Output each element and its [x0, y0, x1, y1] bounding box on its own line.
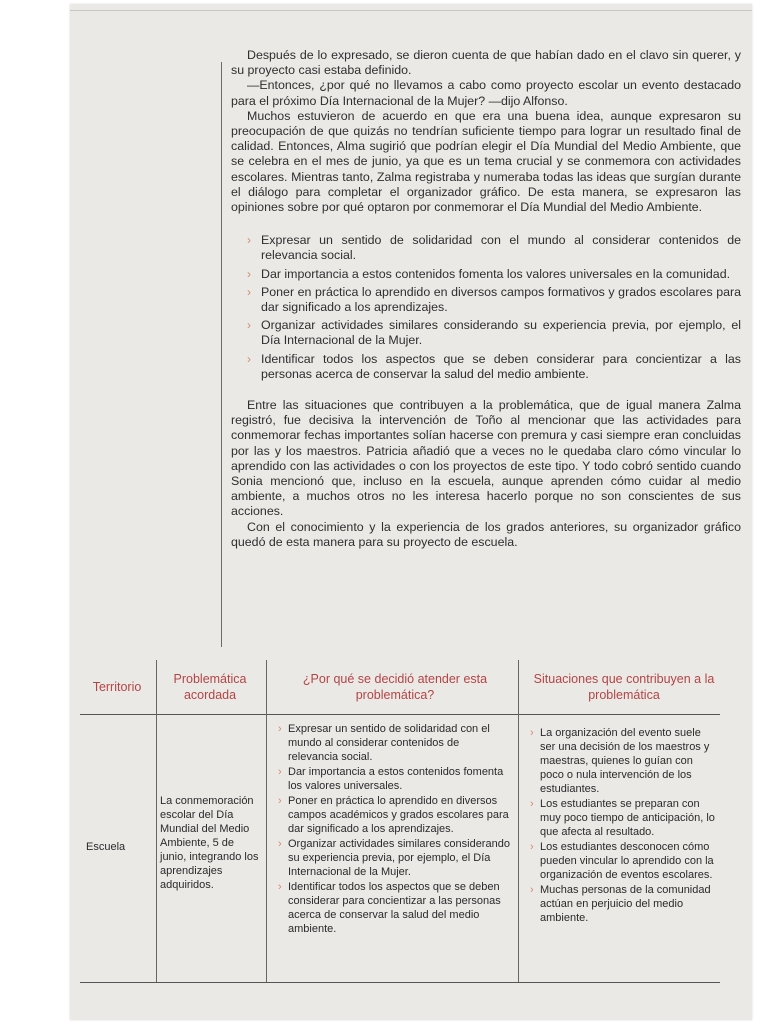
- top-rule: [70, 10, 752, 11]
- list-item: › Los estudiantes se preparan con muy poco tiempo de anticipación, lo que afecta al resultado.: [530, 798, 715, 838]
- list-item: › Identificar todos los aspectos que se deben considerar para concientizar a las personas acerca de conservar la salud del medio ambiente.: [278, 881, 501, 935]
- paragraph: —Entonces, ¿por qué no llevamos a cabo como proyecto escolar un evento destacado para el próximo Día Internacional de la Mujer? —dijo Alfonso.: [231, 78, 741, 108]
- bullet-icon: ›: [247, 318, 251, 333]
- table-bottom-rule: [80, 982, 720, 983]
- bullet-icon: ›: [247, 233, 251, 248]
- list-item: › Poner en práctica lo aprendido en diversos campos formativos y grados escolares para dar significado a los aprendizajes.: [247, 284, 741, 315]
- column-divider: [518, 660, 519, 982]
- header-por-que: ¿Por qué se decidió atender esta problemática?: [302, 672, 488, 702]
- list-item: › Identificar todos los aspectos que se deben considerar para concientizar a las personas acerca de conservar la salud del medio ambiente.: [247, 351, 741, 381]
- bullet-icon: ›: [247, 351, 251, 366]
- list-item: › Los estudiantes desconocen cómo pueden vincular lo aprendido con la organización de eventos escolares.: [530, 841, 714, 881]
- bullet-icon: ›: [278, 838, 282, 850]
- list-item: › La organización del evento suele ser una decisión de los maestros y maestras, quienes lo guían con poco o nula intervención de los estudiantes.: [530, 727, 710, 795]
- bullet-icon: ›: [530, 841, 534, 853]
- bullet-icon: ›: [278, 723, 282, 735]
- cell-situaciones: [528, 726, 718, 926]
- margin-rule: [221, 62, 222, 647]
- bullet-icon: ›: [278, 766, 282, 778]
- bullet-icon: ›: [530, 727, 534, 739]
- bullet-icon: ›: [278, 881, 282, 893]
- cell-por-que: [276, 722, 512, 937]
- bullet-icon: ›: [247, 266, 251, 281]
- header-territorio: Territorio: [92, 680, 142, 694]
- book-page: [70, 4, 752, 1020]
- list-item: › Organizar actividades similares considerando su experiencia previa, por ejemplo, el Día Internacional de la Mujer.: [247, 318, 741, 348]
- cell-problematica: La conmemoración escolar del Día Mundial del Medio Ambiente, 5 de junio, integrando los aprendizajes adquiridos.: [160, 795, 259, 891]
- table-header-row: [80, 660, 720, 714]
- list-item: › Expresar un sentido de solidaridad con el mundo al considerar contenidos de relevancia social.: [278, 723, 490, 763]
- bullet-icon: ›: [530, 884, 534, 896]
- narrative-text: [231, 48, 741, 550]
- list-item: › Organizar actividades similares considerando su experiencia previa, por ejemplo, el Día Internacional de la Mujer.: [278, 838, 510, 878]
- list-item: › Expresar un sentido de solidaridad con el mundo al considerar contenidos de relevancia social.: [247, 233, 741, 263]
- bullet-icon: ›: [530, 798, 534, 810]
- list-item: › Dar importancia a estos contenidos fomenta los valores universales.: [278, 766, 504, 792]
- paragraph: Entre las situaciones que contribuyen a la problemática, que de igual manera Zalma registró, fue decisiva la intervención de Toño al mencionar que las actividades para conmemorar fechas importantes solían hacerse con premura y casi siempre eran concluidas por las y los maestros. Patricia añadió que a veces no le quedaba claro cómo vincular lo aprendido con las actividades o con los proyectos de este tipo. Y todo cobró sentido cuando Sonia mencionó que, incluso en la escuela, aunque aprenden cómo cuidar al medio ambiente, a muchos otros no les interesa hacerlo porque no son conscientes de sus acciones.: [231, 398, 741, 519]
- graphic-organizer-table: [80, 660, 720, 990]
- column-divider: [156, 660, 157, 982]
- paragraph: Muchos estuvieron de acuerdo en que era una buena idea, aunque expresaron su preocupación de que quizás no tendrían suficiente tiempo para lograr un resultado final de calidad. Entonces, Alma sugirió que podrían elegir el Día Mundial del Medio Ambiente, que se celebra en el mes de junio, ya que es un tema crucial y se conmemora con actividades escolares. Mientras tanto, Zalma registraba y numeraba todas las ideas que surgían durante el diálogo para completar el organizador gráfico. De esta manera, se expresaron las opiniones sobre por qué optaron por conmemorar el Día Mundial del Medio Ambiente.: [231, 108, 741, 215]
- paragraph: Con el conocimiento y la experiencia de los grados anteriores, su organizador gráfico quedó de esta manera para su proyecto de escuela.: [231, 519, 741, 549]
- bullet-icon: ›: [247, 284, 251, 299]
- header-problematica: Problemática acordada: [173, 672, 247, 702]
- list-item: › Dar importancia a estos contenidos fomenta los valores universales en la comunidad.: [247, 266, 731, 281]
- header-situaciones: Situaciones que contribuyen a la problemática: [533, 672, 715, 702]
- list-item: › Poner en práctica lo aprendido en diversos campos académicos y grados escolares para dar significado a los aprendizajes.: [278, 795, 509, 835]
- paragraph: Después de lo expresado, se dieron cuenta de que habían dado en el clavo sin querer, y su proyecto casi estaba definido.: [231, 48, 741, 78]
- cell-territorio: Escuela: [86, 841, 126, 853]
- reasons-list: [231, 233, 741, 382]
- column-divider: [266, 660, 267, 982]
- list-item: › Muchas personas de la comunidad actúan en perjuicio del medio ambiente.: [530, 884, 711, 924]
- bullet-icon: ›: [278, 795, 282, 807]
- header-divider: [80, 714, 720, 715]
